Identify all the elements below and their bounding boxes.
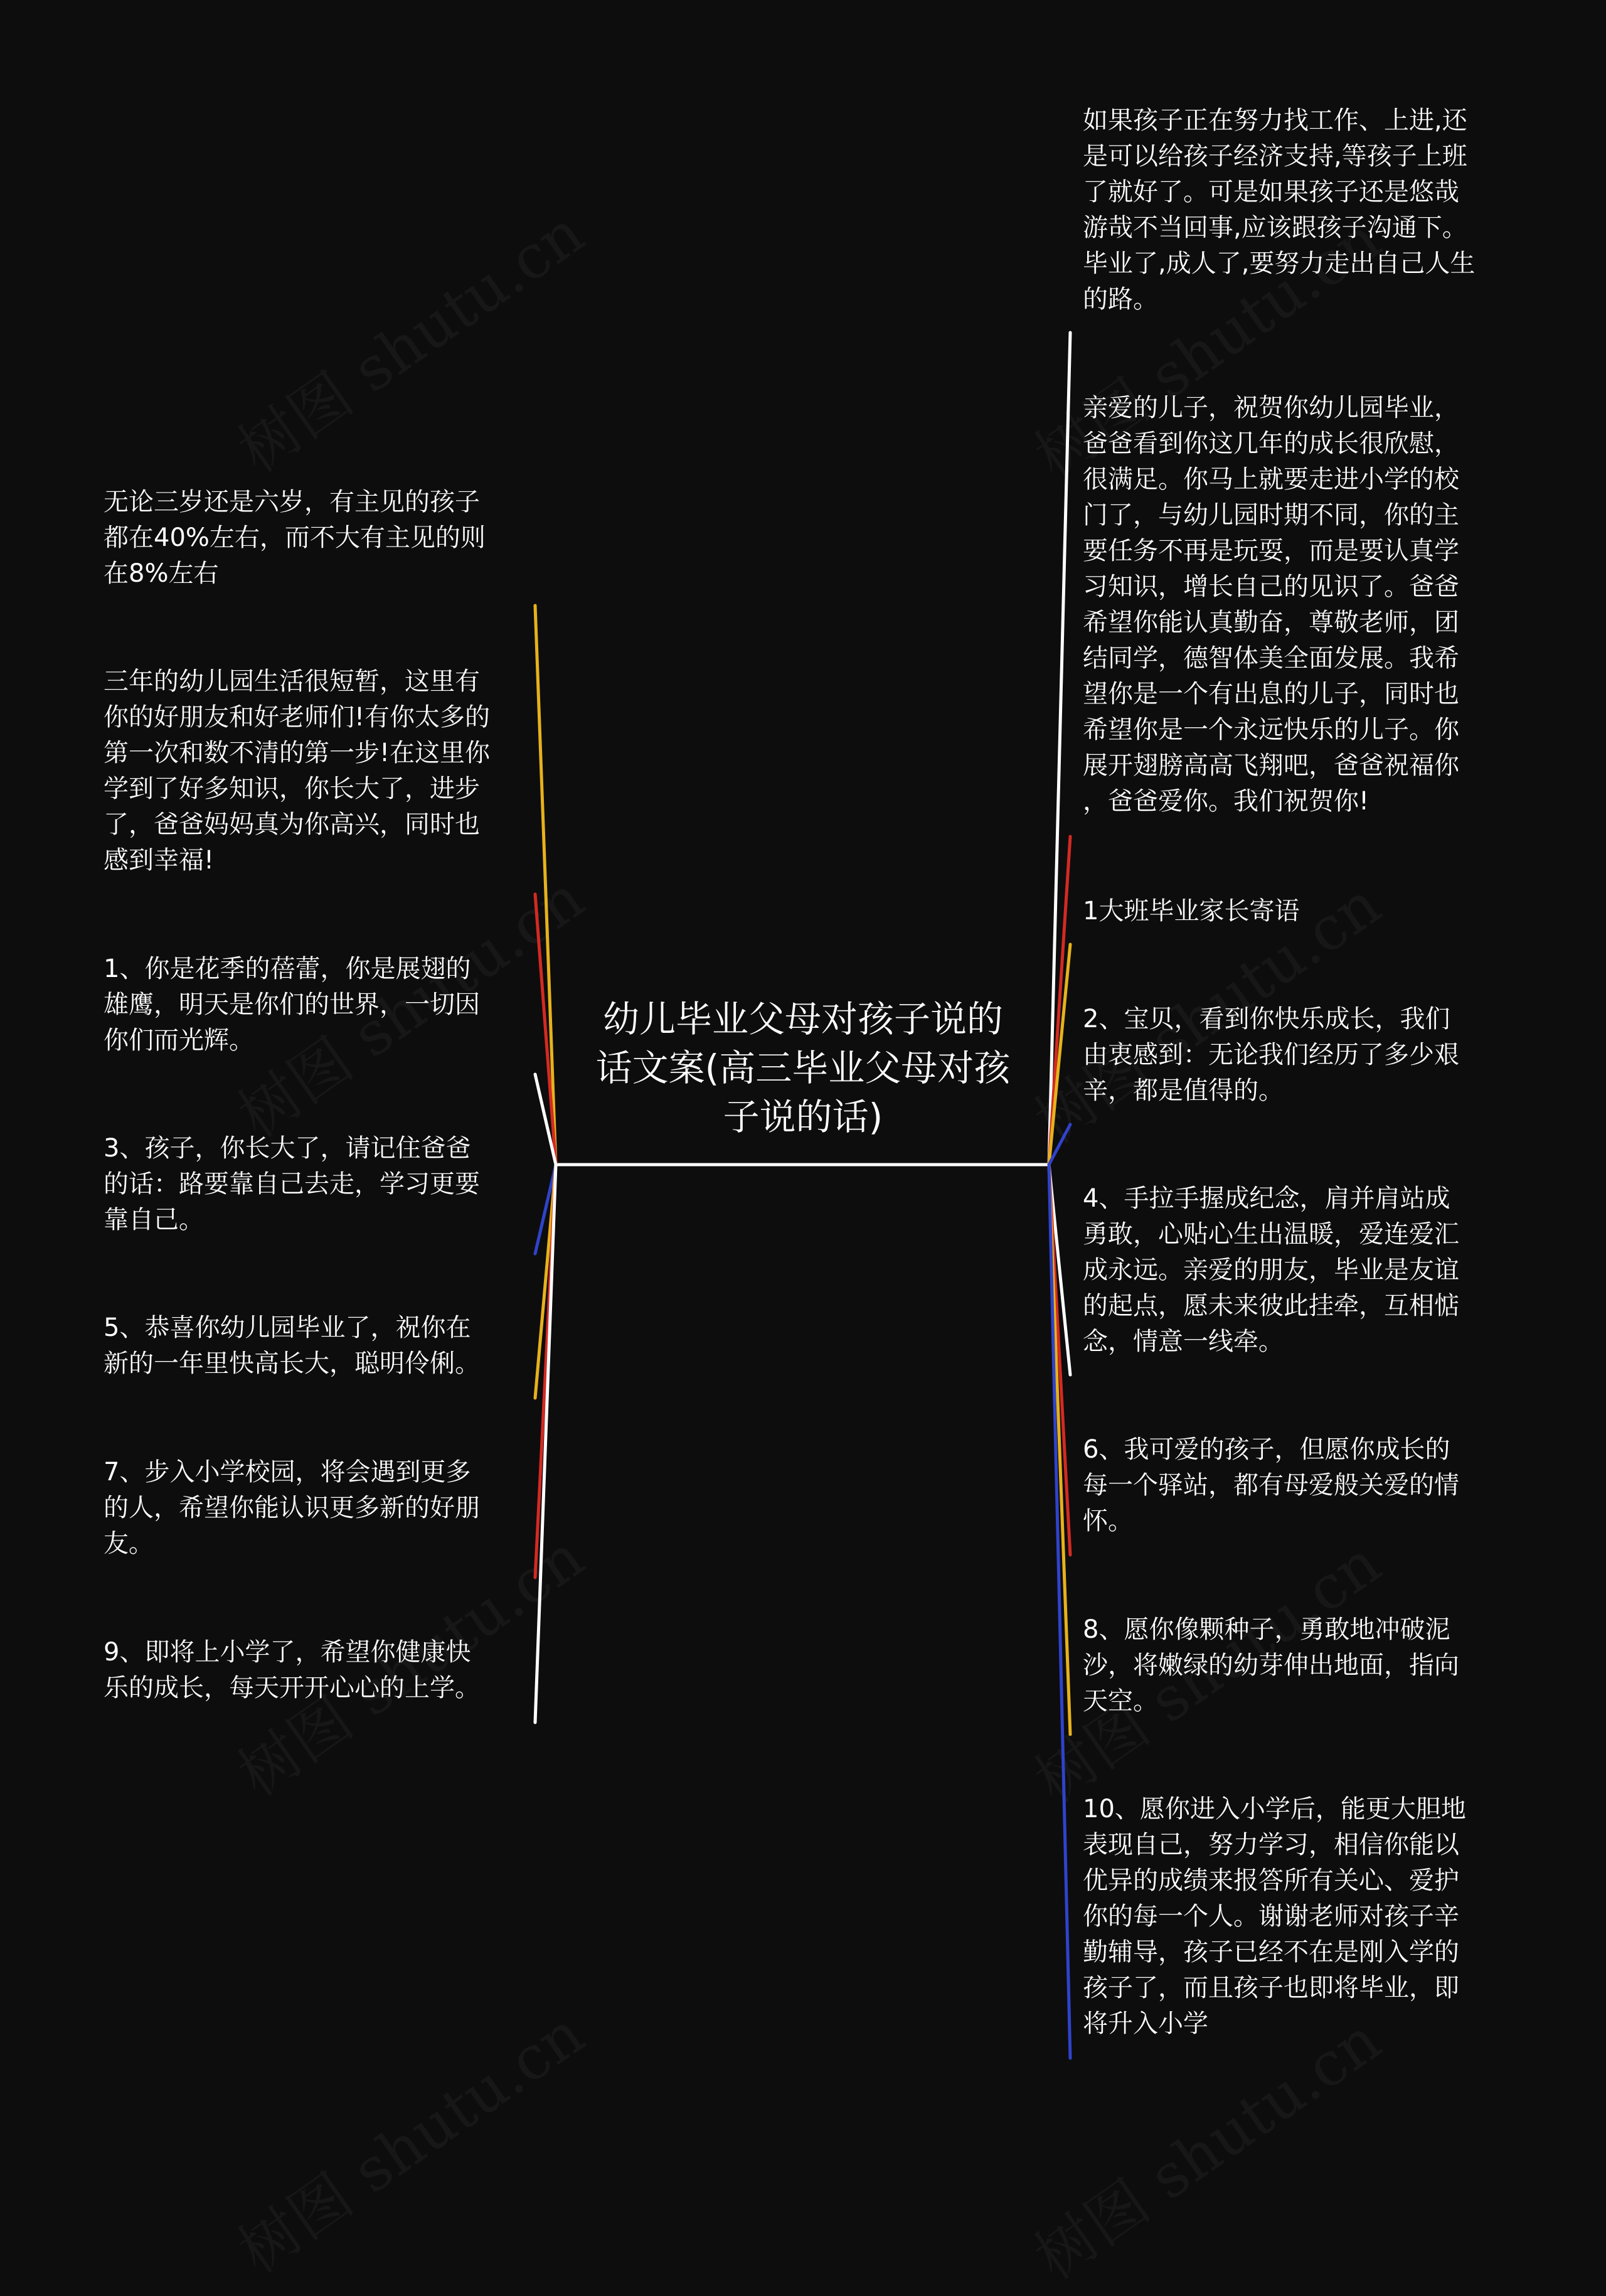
left-branch-1 xyxy=(535,606,556,1165)
node-text-line: 10、愿你进入小学后，能更大胆地 xyxy=(1083,1795,1466,1823)
node-text-line: 由衷感到：无论我们经历了多少艰 xyxy=(1083,1040,1459,1069)
node-text-line: ，爸爸爱你。我们祝贺你! xyxy=(1083,787,1369,816)
node-text-line: 希望你能认真勤奋，尊敬老师，团 xyxy=(1083,608,1459,637)
central-topic-line: 子说的话) xyxy=(723,1096,883,1138)
node-text-line: 1大班毕业家长寄语 xyxy=(1083,897,1300,926)
node-text-line: 亲爱的儿子，祝贺你幼儿园毕业， xyxy=(1083,393,1459,422)
node-text-line: 展开翅膀高高飞翔吧，爸爸祝福你 xyxy=(1083,751,1459,780)
node-text-line: 每一个驿站，都有母爱般关爱的情 xyxy=(1083,1471,1459,1500)
node-text-line: 习知识，增长自己的见识了。爸爸 xyxy=(1083,572,1459,601)
right-node-7[interactable] xyxy=(1083,1612,1509,1719)
node-text-line: 结同学，德智体美全面发展。我希 xyxy=(1083,644,1459,673)
left-node-4[interactable] xyxy=(104,1131,518,1238)
node-text-line: 无论三岁还是六岁，有主见的孩子 xyxy=(104,488,480,516)
node-text-line: 的话：路要靠自己去走，学习更要 xyxy=(104,1170,480,1199)
node-text-line: 靠自己。 xyxy=(104,1205,204,1234)
node-text-line: 表现自己，努力学习，相信你能以 xyxy=(1083,1830,1459,1859)
node-text-line: 的起点，愿未来彼此挂牵，互相惦 xyxy=(1083,1291,1459,1320)
node-text-line: 6、我可爱的孩子，但愿你成长的 xyxy=(1083,1435,1450,1464)
node-text-line: 将升入小学 xyxy=(1083,2009,1208,2038)
node-text-line: 1、你是花季的蓓蕾，你是展翅的 xyxy=(104,954,471,983)
node-text-line: 了，爸爸妈妈真为你高兴，同时也 xyxy=(104,810,480,839)
left-node-3[interactable] xyxy=(104,951,518,1059)
node-text-line: 怀。 xyxy=(1083,1507,1133,1535)
node-text-line: 乐的成长，每天开开心心的上学。 xyxy=(104,1674,480,1702)
node-text-line: 勇敢，心贴心生出温暖，爱连爱汇 xyxy=(1083,1220,1459,1249)
node-text-line: 8、愿你像颗种子，勇敢地冲破泥 xyxy=(1083,1615,1450,1644)
node-text-line: 天空。 xyxy=(1083,1687,1158,1716)
node-text-line: 希望你是一个永远快乐的儿子。你 xyxy=(1083,715,1459,744)
central-topic-line: 幼儿毕业父母对孩子说的 xyxy=(602,998,1003,1040)
node-text-line: 了就好了。可是如果孩子还是悠哉 xyxy=(1083,178,1459,206)
node-text-line: 学到了好多知识，你长大了，进步 xyxy=(104,774,480,803)
node-text-line: 你的每一个人。谢谢老师对孩子辛 xyxy=(1083,1902,1459,1931)
node-text-line: 沙，将嫩绿的幼芽伸出地面，指向 xyxy=(1083,1651,1459,1680)
node-text-line: 友。 xyxy=(104,1529,154,1558)
right-node-8[interactable] xyxy=(1083,1791,1509,2042)
node-text-line: 雄鹰，明天是你们的世界，一切因 xyxy=(104,990,480,1019)
node-text-line: 新的一年里快高长大，聪明伶俐。 xyxy=(104,1349,480,1378)
node-text-line: 第一次和数不清的第一步!在这里你 xyxy=(104,739,491,767)
node-text-line: 门了，与幼儿园时期不同，你的主 xyxy=(1083,501,1459,530)
node-text-line: 勤辅导，孩子已经不在是刚入学的 xyxy=(1083,1938,1459,1967)
node-text-line: 毕业了,成人了,要努力走出自己人生 xyxy=(1083,249,1476,278)
node-text-line: 你的好朋友和好老师们!有你太多的 xyxy=(104,703,491,732)
node-text-line: 你们而光辉。 xyxy=(104,1026,254,1055)
node-text-line: 的人，希望你能认识更多新的好朋 xyxy=(104,1493,480,1522)
node-text-line: 成永远。亲爱的朋友，毕业是友谊 xyxy=(1083,1256,1459,1284)
node-text-line: 如果孩子正在努力找工作、上进,还 xyxy=(1083,106,1467,135)
node-text-line: 爸爸看到你这几年的成长很欣慰， xyxy=(1083,429,1459,458)
central-topic-line: 话文案(高三毕业父母对孩 xyxy=(595,1047,1011,1089)
node-text-line: 优异的成绩来报答所有关心、爱护 xyxy=(1083,1866,1459,1895)
right-node-5[interactable] xyxy=(1083,1181,1509,1360)
node-text-line: 在8%左右 xyxy=(104,559,219,588)
right-node-6[interactable] xyxy=(1083,1432,1509,1539)
left-node-7[interactable] xyxy=(104,1635,518,1706)
node-text-line: 三年的幼儿园生活很短暂，这里有 xyxy=(104,667,480,696)
left-node-2[interactable] xyxy=(104,664,518,878)
node-text-line: 2、宝贝，看到你快乐成长，我们 xyxy=(1083,1005,1450,1033)
node-text-line: 辛，都是值得的。 xyxy=(1083,1076,1284,1105)
node-text-line: 念，情意一线牵。 xyxy=(1083,1327,1284,1356)
left-node-1[interactable] xyxy=(104,484,518,592)
node-text-line: 游哉不当回事,应该跟孩子沟通下。 xyxy=(1083,213,1467,242)
node-text-line: 很满足。你马上就要走进小学的校 xyxy=(1083,465,1459,494)
node-text-line: 望你是一个有出息的儿子，同时也 xyxy=(1083,680,1459,708)
node-text-line: 5、恭喜你幼儿园毕业了，祝你在 xyxy=(104,1313,471,1342)
node-text-line: 感到幸福! xyxy=(104,846,215,875)
node-text-line: 7、步入小学校园，将会遇到更多 xyxy=(104,1458,471,1487)
right-node-2[interactable] xyxy=(1083,390,1509,820)
right-node-4[interactable] xyxy=(1083,1001,1509,1109)
right-node-3[interactable] xyxy=(1083,894,1509,929)
node-text-line: 9、即将上小学了，希望你健康快 xyxy=(104,1638,471,1667)
node-text-line: 的路。 xyxy=(1083,285,1158,314)
central-topic[interactable] xyxy=(583,995,1023,1141)
node-text-line: 都在40%左右，而不大有主见的则 xyxy=(104,523,486,552)
node-text-line: 3、孩子，你长大了，请记住爸爸 xyxy=(104,1134,471,1163)
left-branch-7 xyxy=(535,1165,556,1722)
left-node-5[interactable] xyxy=(104,1310,518,1382)
node-text-line: 4、手拉手握成纪念，肩并肩站成 xyxy=(1083,1184,1450,1213)
left-node-6[interactable] xyxy=(104,1455,518,1562)
right-node-1[interactable] xyxy=(1083,103,1509,318)
node-text-line: 要任务不再是玩耍，而是要认真学 xyxy=(1083,537,1459,565)
node-text-line: 孩子了，而且孩子也即将毕业，即 xyxy=(1083,1973,1459,2002)
node-text-line: 是可以给孩子经济支持,等孩子上班 xyxy=(1083,142,1467,171)
